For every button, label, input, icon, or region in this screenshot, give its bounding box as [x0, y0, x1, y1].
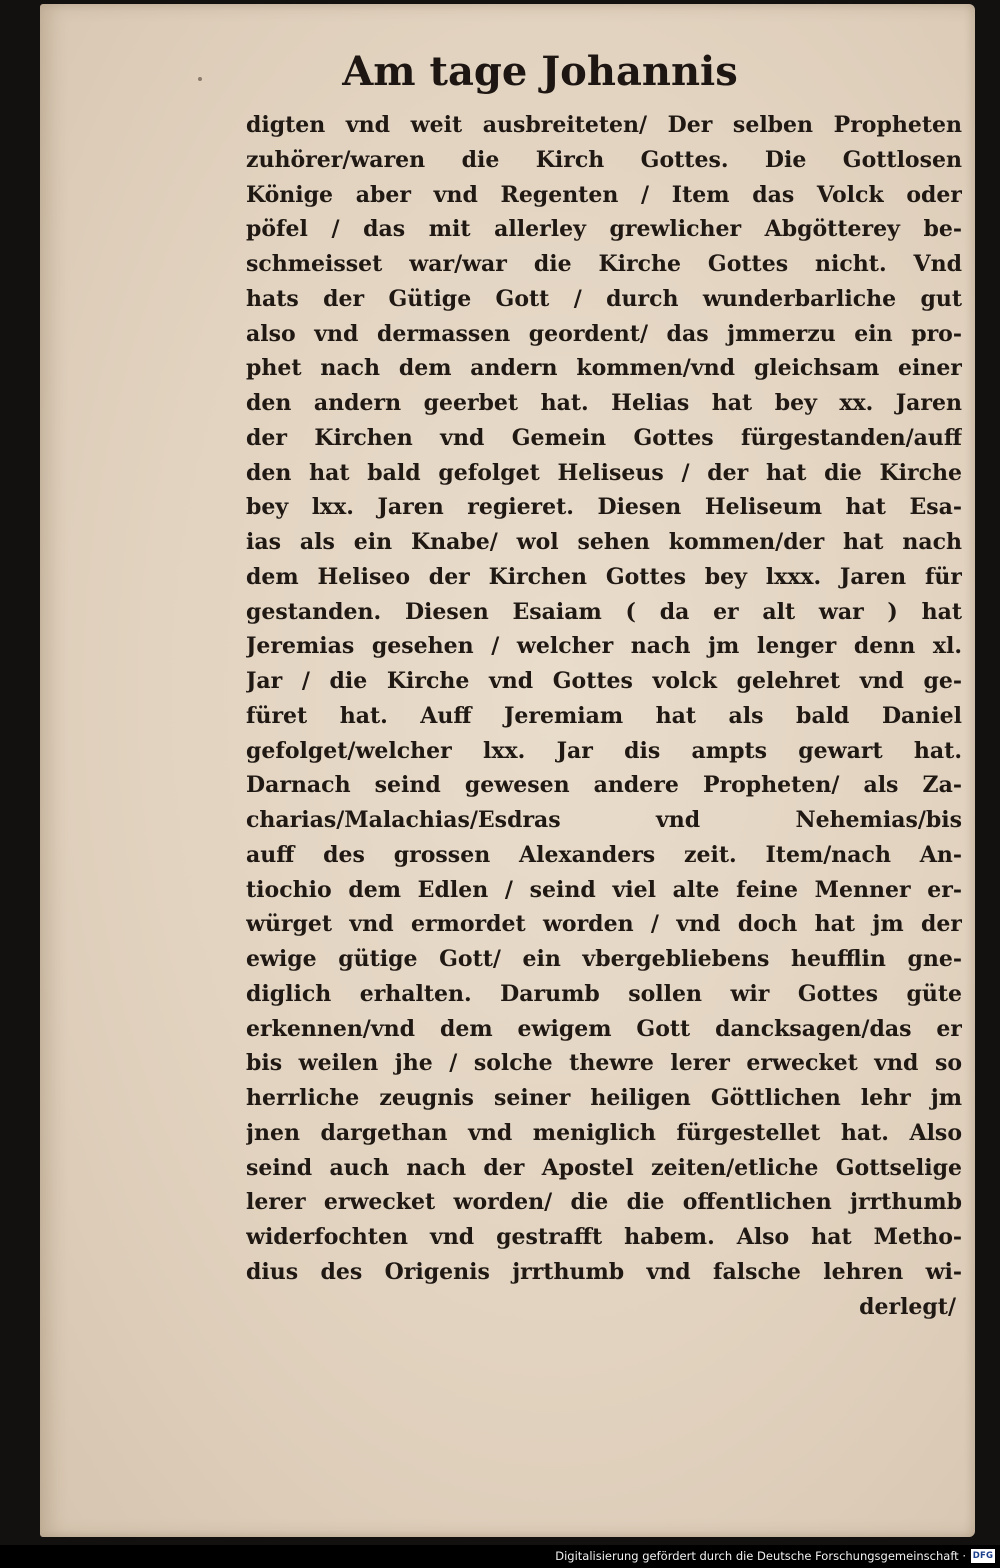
text-line: den andern geerbet hat. Helias hat bey xx. Jaren: [246, 390, 962, 416]
text-line: ewige gütige Gott/ ein vbergebliebens heufflin gne-: [246, 946, 962, 972]
text-line: pöfel / das mit allerley grewlicher Abgötterey be-: [246, 216, 962, 243]
text-line: diglich erhalten. Darumb sollen wir Gottes güte: [246, 980, 962, 1007]
text-line: erkennen/vnd dem ewigem Gott dancksagen/das er: [246, 1015, 962, 1042]
text-line: bis weilen jhe / solche thewre lerer erwecket vnd so: [246, 1050, 962, 1077]
text-line: tiochio dem Edlen / seind viel alte feine Menner er-: [246, 876, 962, 903]
text-line: schmeisset war/war die Kirche Gottes nicht. Vnd: [246, 251, 962, 277]
text-line: der Kirchen vnd Gemein Gottes fürgestanden/auff: [246, 424, 962, 451]
text-line: hats der Gütige Gott / durch wunderbarliche gut: [246, 285, 962, 312]
text-line: Jar / die Kirche vnd Gottes volck gelehret vnd ge-: [246, 668, 962, 694]
text-line: Könige aber vnd Regenten / Item das Volck oder: [246, 181, 962, 208]
text-line: gestanden. Diesen Esaiam ( da er alt war ) hat: [246, 598, 962, 625]
text-line: jnen dargethan vnd meniglich fürgestellet hat. Also: [246, 1119, 962, 1146]
text-line: also vnd dermassen geordent/ das jmmerzu ein pro-: [246, 320, 962, 347]
footer-bar: [0, 1545, 1000, 1568]
running-head: Am tage Johannis: [342, 48, 738, 95]
text-line: phet nach dem andern kommen/vnd gleichsam einer: [246, 355, 962, 382]
text-line: herrliche zeugnis seiner heiligen Göttlichen lehr jm: [246, 1085, 962, 1111]
text-line: lerer erwecket worden/ die die offentlichen jrrthumb: [246, 1189, 962, 1216]
dfg-logo: DFG: [972, 1551, 994, 1561]
body-text: [246, 108, 962, 1324]
text-line: auff des grossen Alexanders zeit. Item/nach An-: [246, 841, 962, 868]
text-line: seind auch nach der Apostel zeiten/etliche Gottselige: [246, 1154, 962, 1181]
text-line: füret hat. Auff Jeremiam hat als bald Daniel: [246, 702, 962, 729]
text-line: dem Heliseo der Kirchen Gottes bey lxxx. Jaren für: [246, 563, 962, 590]
text-line: gefolget/welcher lxx. Jar dis ampts gewart hat.: [246, 737, 962, 764]
catchword: derlegt/: [859, 1293, 956, 1320]
text-line: Darnach seind gewesen andere Propheten/ als Za-: [246, 772, 962, 799]
text-line: Jeremias gesehen / welcher nach jm lenger denn xl.: [246, 633, 962, 660]
text-line: den hat bald gefolget Heliseus / der hat die Kirche: [246, 459, 962, 486]
text-line: bey lxx. Jaren regieret. Diesen Heliseum hat Esa-: [246, 494, 962, 521]
text-line: zuhörer/waren die Kirch Gottes. Die Gottlosen: [246, 146, 962, 173]
text-line: widerfochten vnd gestrafft habem. Also hat Metho-: [246, 1224, 962, 1250]
text-line: ias als ein Knabe/ wol sehen kommen/der hat nach: [246, 529, 962, 555]
text-line: würget vnd ermordet worden / vnd doch hat jm der: [246, 911, 962, 938]
text-line: charias/Malachias/Esdras vnd Nehemias/bis: [246, 807, 962, 833]
ink-speck: [198, 77, 202, 81]
text-line: dius des Origenis jrrthumb vnd falsche lehren wi-: [246, 1258, 962, 1285]
funding-notice: Digitalisierung gefördert durch die Deutsche Forschungsgemeinschaft ·: [555, 1549, 966, 1563]
text-line: digten vnd weit ausbreiteten/ Der selben Propheten: [246, 112, 962, 138]
